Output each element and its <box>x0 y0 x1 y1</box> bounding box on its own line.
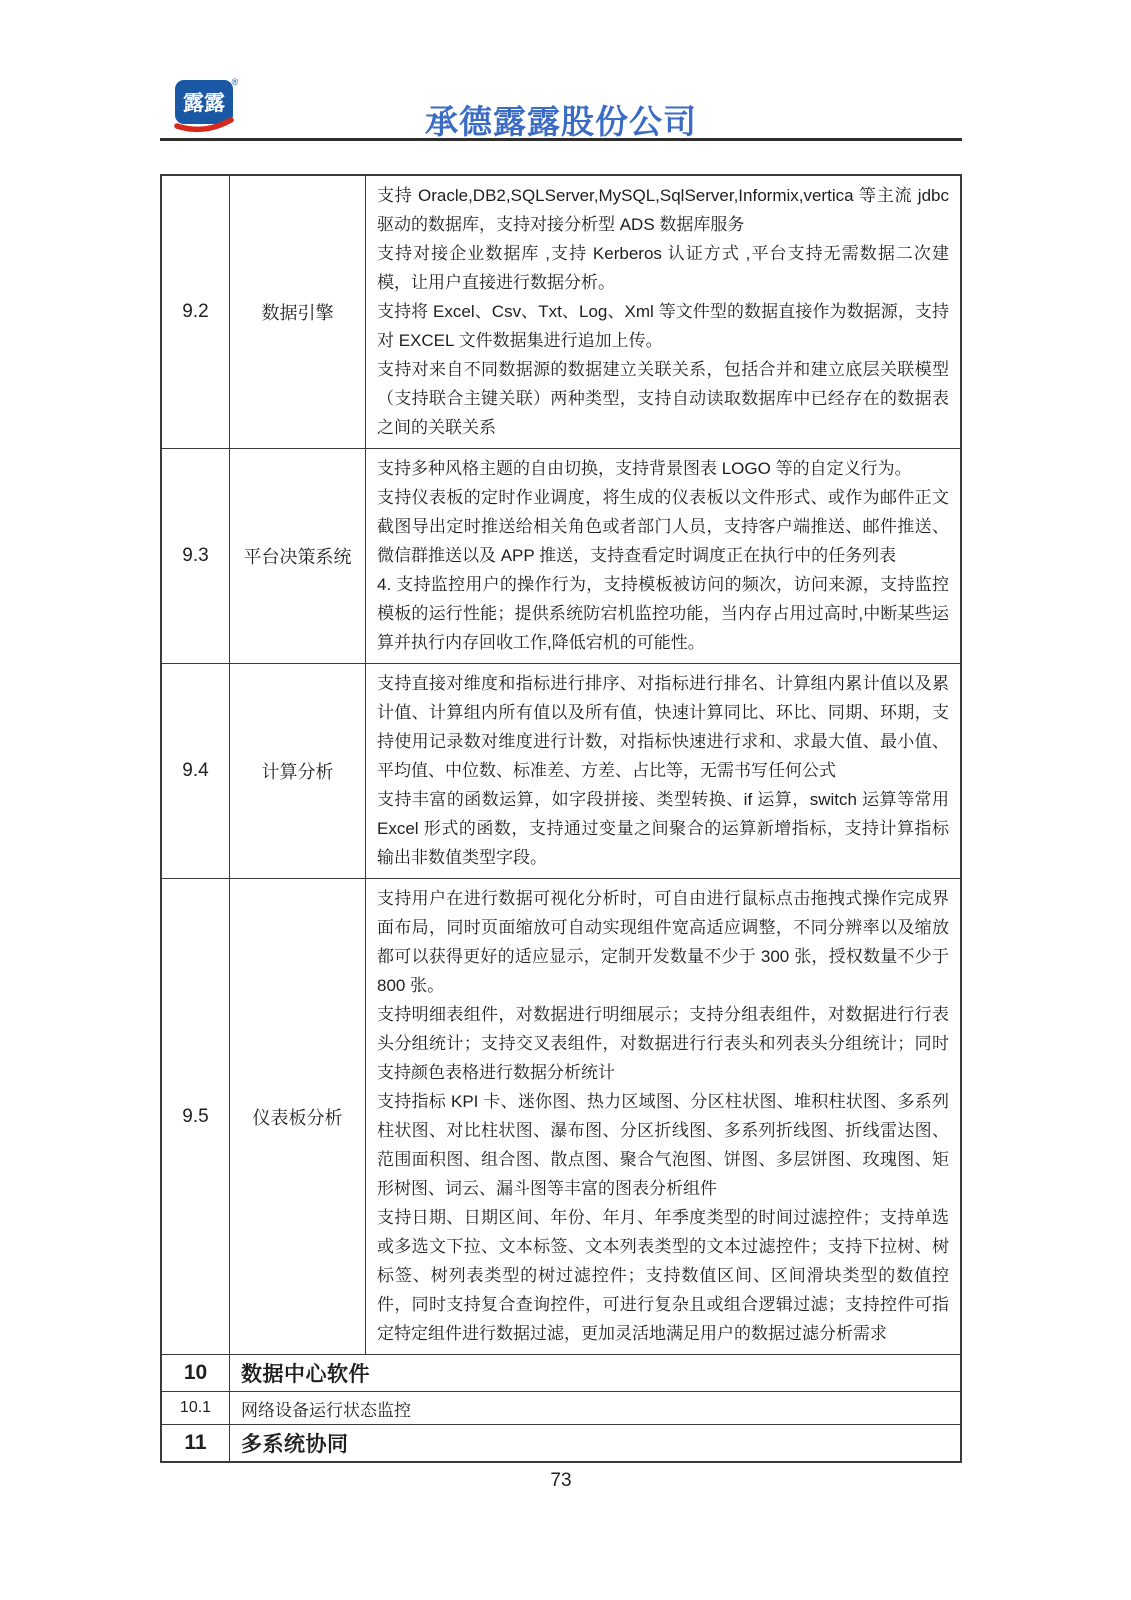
row-number: 10 <box>162 1355 230 1391</box>
row-name: 数据引擎 <box>230 176 366 448</box>
spec-paragraph: 支持将 Excel、Csv、Txt、Log、Xml 等文件型的数据直接作为数据源，支持对 EXCEL 文件数据集进行追加上传。 <box>377 302 949 350</box>
row-number: 11 <box>162 1425 230 1461</box>
company-title: 承德露露股份公司 <box>425 103 697 140</box>
spec-paragraph: 支持丰富的函数运算，如字段拼接、类型转换、if 运算，switch 运算等常用 Excel 形式的函数，支持通过变量之间聚合的运算新增指标，支持计算指标输出非数值类型字段。 <box>377 790 949 867</box>
page-content <box>160 0 962 1492</box>
table-row-9.2 <box>162 176 960 448</box>
spec-paragraph: 支持指标 KPI 卡、迷你图、热力区域图、分区柱状图、堆积柱状图、多系列柱状图、对比柱状图、瀑布图、分区折线图、多系列折线图、折线雷达图、范围面积图、组合图、散点图、聚合气泡图、饼图、多层饼图、玫瑰图、矩形树图、词云、漏斗图等丰富的图表分析组件 <box>377 1092 949 1198</box>
table-row-9.3 <box>162 448 960 663</box>
spec-table <box>160 174 962 1463</box>
row-name: 平台决策系统 <box>230 449 366 663</box>
row-number: 10.1 <box>162 1392 230 1424</box>
spec-paragraph: 支持对来自不同数据源的数据建立关联关系，包括合并和建立底层关联模型（支持联合主键关联）两种类型，支持自动读取数据库中已经存在的数据表之间的关联关系 <box>377 360 949 437</box>
row-name: 计算分析 <box>230 664 366 878</box>
spec-paragraph: 支持直接对维度和指标进行排序、对指标进行排名、计算组内累计值以及累计值、计算组内所有值以及所有值，快速计算同比、环比、同期、环期，支持使用记录数对维度进行计数，对指标快速进行求和、求最大值、最小值、平均值、中位数、标准差、方差、占比等，无需书写任何公式 <box>377 674 949 780</box>
spec-paragraph: 支持 Oracle,DB2,SQLServer,MySQL,SqlServer,Informix,vertica 等主流 jdbc 驱动的数据库，支持对接分析型 ADS 数据库服务 <box>377 186 949 234</box>
row-number: 9.2 <box>162 176 230 448</box>
section-title: 网络设备运行状态监控 <box>241 1400 411 1420</box>
table-row-9.5 <box>162 878 960 1354</box>
registered-trademark-icon: ® <box>231 77 239 87</box>
row-number: 9.5 <box>162 879 230 1354</box>
spec-paragraph: 支持对接企业数据库 ,支持 Kerberos 认证方式 ,平台支持无需数据二次建模，让用户直接进行数据分析。 <box>377 244 949 292</box>
table-row-10.1 <box>162 1391 960 1424</box>
row-number: 9.4 <box>162 664 230 878</box>
row-description <box>366 879 960 1354</box>
table-row-9.4 <box>162 663 960 878</box>
row-description <box>366 664 960 878</box>
spec-paragraph: 支持日期、日期区间、年份、年月、年季度类型的时间过滤控件；支持单选或多选文下拉、文本标签、文本列表类型的文本过滤控件；支持下拉树、树标签、树列表类型的树过滤控件；支持数值区间、区间滑块类型的数值控件，同时支持复合查询控件，可进行复杂且或组合逻辑过滤；支持控件可指定特定组件进行数据过滤，更加灵活地满足用户的数据过滤分析需求 <box>377 1208 949 1343</box>
spec-paragraph: 支持仪表板的定时作业调度，将生成的仪表板以文件形式、或作为邮件正文截图导出定时推送给相关角色或者部门人员，支持客户端推送、邮件推送、微信群推送以及 APP 推送，支持查看定时调度正在执行中的任务列表 <box>377 488 949 565</box>
logo-text: 露露 <box>183 92 225 115</box>
spec-paragraph: 支持多种风格主题的自由切换，支持背景图表 LOGO 等的自定义行为。 <box>377 459 912 478</box>
row-number: 9.3 <box>162 449 230 663</box>
page-footer <box>160 1470 962 1492</box>
spec-paragraph: 4. 支持监控用户的操作行为，支持模板被访问的频次，访问来源，支持监控模板的运行性能；提供系统防宕机监控功能，当内存占用过高时,中断某些运算并执行内存回收工作,降低宕机的可能性。 <box>377 575 949 652</box>
row-description <box>366 449 960 663</box>
spec-paragraph: 支持明细表组件，对数据进行明细展示；支持分组表组件，对数据进行行表头分组统计；支持交叉表组件，对数据进行行表头和列表头分组统计；同时支持颜色表格进行数据分析统计 <box>377 1005 949 1082</box>
row-description <box>366 176 960 448</box>
spec-paragraph: 支持用户在进行数据可视化分析时，可自由进行鼠标点击拖拽式操作完成界面布局，同时页面缩放可自动实现组件宽高适应调整，不同分辨率以及缩放都可以获得更好的适应显示，定制开发数量不少于 300 张，授权数量不少于 800 张。 <box>377 889 949 995</box>
page-header <box>160 0 962 138</box>
page-number: 73 <box>550 1470 572 1491</box>
table-row-10 <box>162 1354 960 1391</box>
row-name: 仪表板分析 <box>230 879 366 1354</box>
section-title: 数据中心软件 <box>241 1363 370 1386</box>
table-row-11 <box>162 1424 960 1461</box>
section-title: 多系统协同 <box>241 1433 349 1456</box>
